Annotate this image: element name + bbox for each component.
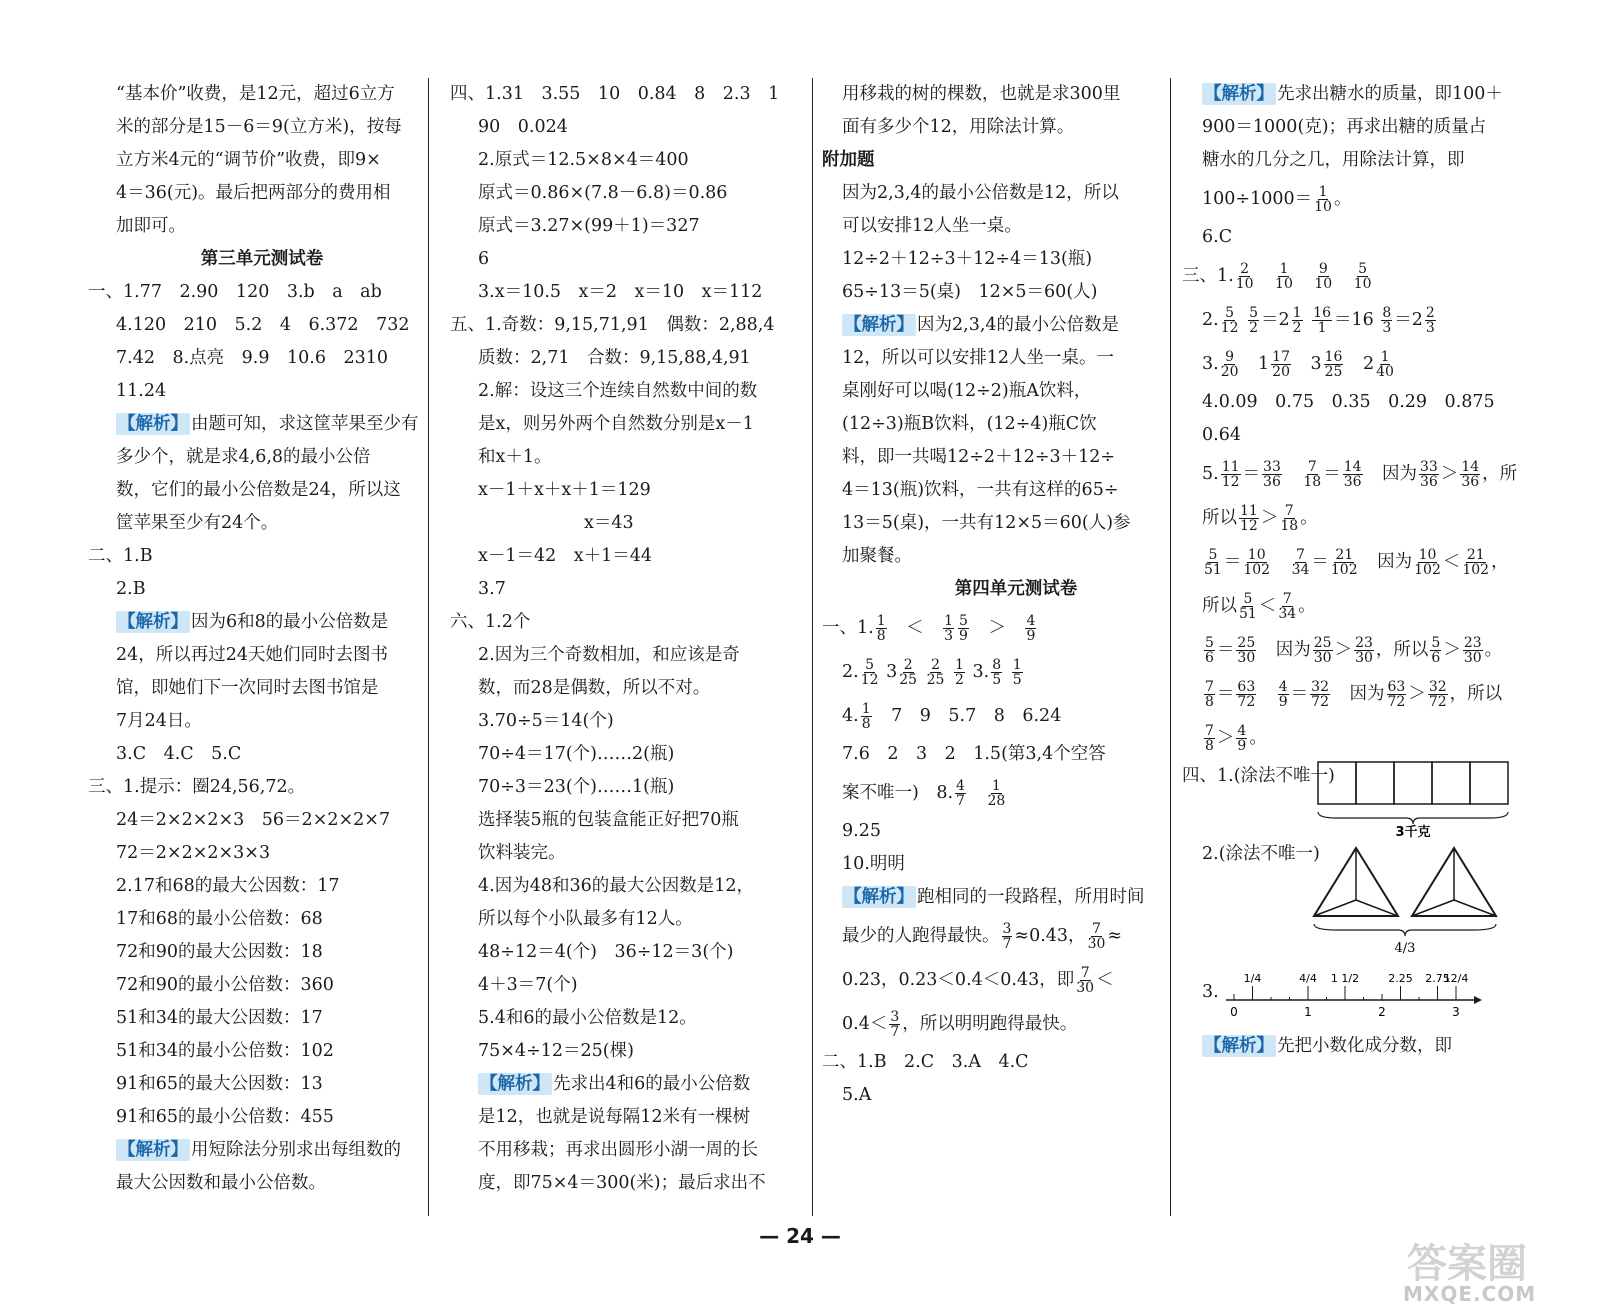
watermark-logo-icon: 答案圈	[1407, 1241, 1527, 1287]
triangle-line	[1412, 900, 1454, 916]
text-line: 原式＝0.86×(7.8－6.8)＝0.86	[478, 183, 728, 203]
five-boxes-diagram	[1316, 760, 1536, 838]
text-line: 70÷4＝17(个)……2(瓶)	[478, 744, 675, 764]
column-3	[822, 78, 1190, 1216]
fraction: $\frac{33}{36}$	[1263, 459, 1281, 490]
fraction: $\frac{1}{3}$	[944, 613, 954, 644]
analysis-tag: 【解析】	[480, 1074, 550, 1094]
mark-label: 4/4	[1299, 972, 1317, 985]
text-line: 72和90的最小公倍数：360	[116, 975, 334, 995]
fraction: $\frac{23}{30}$	[1463, 635, 1482, 666]
text-line: 100÷1000＝	[1202, 189, 1313, 209]
text-line: 一、1.77 2.90 120 3.b a ab	[88, 282, 382, 302]
text-line: 五、1.奇数：9,15,71,91 偶数：2,88,4	[450, 315, 775, 335]
mark-label: 1/4	[1243, 972, 1262, 985]
analysis-line	[1202, 1030, 1550, 1063]
fraction-line: 5. $\frac{11}{12}$ ＝ $\frac{33}{36}$ $\frac{7}{18}$ ＝ $\frac{14}{36}$ 因为 $\frac{33}{36}$ ＞ $\frac{14}{36}$ ，所	[1202, 459, 1518, 490]
text-line: 11.24	[116, 381, 167, 401]
text-line: 0.64	[1202, 425, 1241, 445]
text-line: 由题可知，求这筐苹果至少有	[191, 414, 419, 434]
text-line: 三、1.提示：圈24,56,72。	[88, 777, 306, 797]
analysis-tag: 【解析】	[118, 414, 188, 434]
text-line: 13＝5(桌)，一共有12×5＝60(人)参	[842, 513, 1131, 533]
fraction: $\frac{1}{28}$	[987, 778, 1006, 809]
fig2-label: 4/3	[1394, 941, 1416, 956]
text-line: 质数：2,71 合数：9,15,88,4,91	[478, 348, 751, 368]
column-divider-2	[812, 78, 813, 1216]
text-line: x－1＝42 x＋1＝44	[478, 546, 653, 566]
text-line: 所以每个小队最多有12人。	[478, 909, 693, 929]
fraction: $\frac{14}{36}$	[1343, 459, 1362, 490]
fraction-line: 所以 $\frac{5}{51}$ ＜ $\frac{7}{34}$ 。	[1202, 591, 1316, 622]
box	[1356, 762, 1394, 804]
analysis-tag: 【解析】	[118, 1140, 188, 1160]
figure-boxes	[1182, 760, 1550, 838]
section-heading: 第四单元测试卷	[954, 579, 1078, 599]
fraction: $\frac{10}{102}$	[1414, 547, 1441, 578]
fraction-line: 2. $\frac{5}{12}$ 3 $\frac{2}{25}$ $\frac{2}{25}$ $\frac{1}{2}$ 3. $\frac{8}{5}$ $\frac{1}{5}$	[842, 657, 1022, 688]
text-line: 5.4和6的最小公倍数是12。	[478, 1008, 697, 1028]
fraction-line: 0.23，0.23＜0.4＜0.43，即 $\frac{7}{30}$ ＜	[842, 965, 1114, 996]
fraction-line: $\frac{5}{51}$ ＝ $\frac{10}{102}$ $\frac{7}{34}$ ＝ $\frac{21}{102}$ 因为 $\frac{10}{102}$ ＜ $\frac{21}{102}$ ，	[1204, 547, 1509, 578]
text-line: 24，所以再过24天她们同时去图书	[116, 645, 389, 665]
triangle-line	[1314, 900, 1356, 916]
text-line: 4.0.09 0.75 0.35 0.29 0.875	[1202, 392, 1495, 412]
text-line: 和x＋1。	[478, 447, 552, 467]
column-4	[1182, 78, 1550, 1216]
fraction: $\frac{1}{8}$	[876, 613, 886, 644]
text-line: 0.23，0.23＜0.4＜0.43，即	[842, 970, 1075, 990]
text-line: 900＝1000(克)；再求出糖的质量占	[1202, 117, 1487, 137]
triangles-diagram	[1306, 838, 1506, 958]
text-line: 91和65的最大公因数：13	[116, 1074, 323, 1094]
fraction-line	[842, 771, 1190, 815]
fraction: $\frac{1}{5}$	[1012, 657, 1022, 688]
tick-label: 3	[1452, 1005, 1460, 1019]
fraction: $\frac{25}{30}$	[1313, 635, 1332, 666]
page-number-value: 24	[786, 1224, 814, 1248]
text-line: 四、1.(涂法不唯一)	[1182, 766, 1335, 786]
fraction-line: 2. $\frac{5}{12}$ $\frac{5}{2}$ ＝2 $\frac{1}{2}$ $\frac{16}{1}$ ＝16 $\frac{8}{3}$ ＝2 $\frac{2}{3}$	[1202, 305, 1435, 336]
figure-triangles	[1202, 838, 1550, 958]
fraction: $\frac{1}{40}$	[1376, 349, 1394, 380]
text-line: 5.A	[842, 1085, 872, 1105]
text-line: 4.	[842, 706, 859, 726]
fraction: $\frac{5}{12}$	[1220, 305, 1239, 336]
text-line: 12，所以可以安排12人坐一桌。一	[842, 348, 1115, 368]
text-line: 米的部分是15－6＝9(立方米)，按每	[116, 117, 402, 137]
fraction-line: 4. $\frac{1}{8}$ 7 9 5.7 8 6.24	[842, 701, 1062, 732]
text-line: 72＝2×2×2×3×3	[116, 843, 271, 863]
text-line: 72和90的最大公因数：18	[116, 942, 323, 962]
text-line: 4＝13(瓶)饮料，一共有这样的65÷	[842, 480, 1119, 500]
text-line: 原式＝3.27×(99＋1)＝327	[478, 216, 700, 236]
fraction: $\frac{4}{9}$	[1026, 613, 1036, 644]
text-line: 51和34的最大公因数：17	[116, 1008, 323, 1028]
text-line: 最少的人跑得最快。	[842, 926, 1000, 946]
text-line: 先求出糖水的质量，即100＋	[1277, 84, 1503, 104]
fraction: $\frac{32}{72}$	[1428, 679, 1447, 710]
section-heading: 第三单元测试卷	[200, 249, 324, 269]
fraction: $\frac{5}{10}$	[1353, 261, 1372, 292]
fraction: $\frac{63}{72}$	[1237, 679, 1256, 710]
fraction-line: 最少的人跑得最快。 $\frac{3}{7}$ ≈0.43， $\frac{7}{30}$ ≈	[842, 921, 1123, 952]
fraction: $\frac{4}{9}$	[1278, 679, 1288, 710]
text-line: 一、1.	[822, 618, 874, 638]
text-line: 筐苹果至少有24个。	[116, 513, 279, 533]
fraction-line: 3. $\frac{9}{20}$ 1 $\frac{17}{20}$ 3 $\frac{16}{25}$ 2 $\frac{1}{40}$	[1202, 349, 1394, 380]
fraction: $\frac{1}{2}$	[1292, 305, 1302, 336]
text-line: 选择装5瓶的包装盒能正好把70瓶	[478, 810, 739, 830]
analysis-line	[88, 606, 436, 639]
text-line: 数，它们的最小公倍数是24，所以这	[116, 480, 401, 500]
analysis-line	[88, 1134, 436, 1167]
text-line: 17和68的最小公倍数：68	[116, 909, 323, 929]
fraction-line: $\frac{5}{6}$ ＝ $\frac{25}{30}$ 因为 $\frac{25}{30}$ ＞ $\frac{23}{30}$ ，所以 $\frac{5}{6}$ ＞ $\frac{23}{30}$ 。	[1205, 635, 1503, 666]
fraction: $\frac{1}{10}$	[1275, 261, 1293, 292]
fraction-line: $\frac{7}{8}$ ＞ $\frac{4}{9}$ 。	[1205, 723, 1267, 754]
text-line: 是x，则另外两个自然数分别是x－1	[478, 414, 754, 434]
text-line: 因为2,3,4的最小公倍数是	[917, 315, 1120, 335]
text-line: 24＝2×2×2×3 56＝2×2×2×7	[116, 810, 391, 830]
text-line: 馆，即她们下一次同时去图书馆是	[116, 678, 379, 698]
text-line: 2.解：设这三个连续自然数中间的数	[478, 381, 758, 401]
text-line: 5.	[1202, 464, 1219, 484]
text-line: 立方米4元的“调节价”收费，即9×	[116, 150, 381, 170]
text-line: 因为2,3,4的最小公倍数是12，所以	[842, 183, 1119, 203]
analysis-tag: 【解析】	[1204, 84, 1274, 104]
fraction: $\frac{5}{2}$	[1249, 305, 1259, 336]
text-line: 6.C	[1202, 227, 1233, 247]
text-line: 二、1.B 2.C 3.A 4.C	[822, 1052, 1029, 1072]
text-line: 4.因为48和36的最大公因数是12，	[478, 876, 755, 896]
fraction: $\frac{14}{36}$	[1461, 459, 1480, 490]
text-line: 3.	[1202, 982, 1219, 1002]
analysis-line	[88, 408, 436, 441]
fraction: $\frac{2}{25}$	[926, 657, 945, 688]
tick-label: 2	[1378, 1005, 1386, 1019]
text-line: 4＝36(元)。最后把两部分的费用相	[116, 183, 391, 203]
text-line: 是12，也就是说每隔12米有一棵树	[478, 1107, 751, 1127]
box	[1394, 762, 1432, 804]
text-line: 用短除法分别求出每组数的	[191, 1140, 401, 1160]
fraction: $\frac{21}{102}$	[1462, 547, 1490, 578]
box	[1470, 762, 1508, 804]
text-line: 数，而28是偶数，所以不对。	[478, 678, 711, 698]
analysis-tag: 【解析】	[844, 887, 914, 907]
text-line: 90 0.024	[478, 117, 568, 137]
fraction: $\frac{7}{30}$	[1087, 921, 1106, 952]
fraction: $\frac{5}{12}$	[860, 657, 879, 688]
box	[1432, 762, 1470, 804]
text-line: 51和34的最小公倍数：102	[116, 1041, 334, 1061]
mark-label: 12/4	[1443, 972, 1469, 985]
text-line: 加即可。	[116, 216, 186, 236]
fraction: $\frac{4}{7}$	[956, 778, 965, 809]
text-line: 三、1.	[1182, 266, 1234, 286]
text-line: 2.17和68的最大公因数：17	[116, 876, 340, 896]
text-line: 7月24日。	[116, 711, 202, 731]
fraction: $\frac{7}{18}$	[1303, 459, 1322, 490]
fraction: $\frac{1}{2}$	[955, 657, 964, 688]
triangle-line	[1356, 900, 1398, 916]
mark-label: 1 1/2	[1330, 972, 1360, 985]
text-line: 12÷2＋12÷3＋12÷4＝13(瓶)	[842, 249, 1093, 269]
mark-label: 2.75	[1425, 972, 1450, 985]
text-line: 3.x＝10.5 x＝2 x＝10 x＝112	[478, 282, 763, 302]
fraction-line: 100÷1000＝ $\frac{1}{10}$ 。	[1202, 184, 1352, 215]
fraction: $\frac{10}{102}$	[1243, 547, 1271, 578]
analysis-tag: 【解析】	[1204, 1036, 1274, 1056]
watermark	[1395, 1232, 1590, 1310]
text-line: x－1＋x＋x＋1＝129	[478, 480, 651, 500]
fraction: $\frac{63}{72}$	[1387, 679, 1406, 710]
fraction: $\frac{7}{18}$	[1280, 503, 1299, 534]
fraction: $\frac{2}{3}$	[1425, 305, 1435, 336]
analysis-line	[842, 309, 1190, 342]
fraction-line: 一、1. $\frac{1}{8}$ ＜ $\frac{1}{3}$ $\frac{5}{9}$ ＞ $\frac{4}{9}$	[822, 613, 1036, 644]
fraction: $\frac{5}{51}$	[1204, 547, 1222, 578]
fraction: $\frac{33}{36}$	[1420, 459, 1438, 490]
fraction: $\frac{11}{12}$	[1240, 503, 1258, 534]
text-line: 9.25	[842, 821, 881, 841]
text-line: “基本价”收费，是12元，超过6立方	[116, 84, 395, 104]
fraction-line: 0.4＜ $\frac{3}{7}$ ，所以明明跑得最快。	[842, 1009, 1078, 1040]
text-line: 3.C 4.C 5.C	[116, 744, 242, 764]
fraction: $\frac{5}{6}$	[1205, 635, 1214, 666]
fraction: $\frac{3}{7}$	[1002, 921, 1012, 952]
text-line: 加聚餐。	[842, 546, 912, 566]
fraction: $\frac{5}{51}$	[1239, 591, 1257, 622]
fraction: $\frac{9}{20}$	[1220, 349, 1239, 380]
fraction: $\frac{16}{25}$	[1324, 349, 1343, 380]
fraction: $\frac{16}{1}$	[1313, 305, 1331, 336]
text-line: 2.因为三个奇数相加，和应该是奇	[478, 645, 740, 665]
fraction: $\frac{11}{12}$	[1221, 459, 1240, 490]
text-line: 可以安排12人坐一桌。	[842, 216, 1022, 236]
text-line: 2.	[842, 662, 859, 682]
section-heading: 附加题	[822, 150, 875, 170]
text-line: 六、1.2个	[450, 612, 531, 632]
text-line: 2.B	[116, 579, 146, 599]
fraction: $\frac{3}{7}$	[890, 1009, 900, 1040]
brace	[1314, 924, 1496, 936]
text-line: 面有多少个12，用除法计算。	[842, 117, 1075, 137]
text-line: 不用移栽；再求出圆形小湖一周的长	[478, 1140, 758, 1160]
column-1	[88, 78, 436, 1216]
page-number: — 24 —	[759, 1224, 841, 1248]
text-line: 度，即75×4＝300(米)；最后求出不	[478, 1173, 766, 1193]
analysis-line	[1202, 78, 1550, 111]
analysis-line	[450, 1068, 798, 1101]
fraction: $\frac{7}{34}$	[1291, 547, 1310, 578]
text-line: 桌刚好可以喝(12÷2)瓶A饮料，	[842, 381, 1092, 401]
axis-arrow	[1474, 996, 1482, 1004]
fraction: $\frac{32}{72}$	[1311, 679, 1329, 710]
watermark-text: MXQE.COM	[1403, 1282, 1537, 1306]
fraction: $\frac{1}{8}$	[861, 701, 871, 732]
text-line: 4＋3＝7(个)	[478, 975, 578, 995]
text-line: 6	[478, 249, 490, 269]
text-line: 75×4÷12＝25(棵)	[478, 1041, 634, 1061]
fraction: $\frac{17}{20}$	[1272, 349, 1290, 380]
text-line: (12÷3)瓶B饮料，(12÷4)瓶C饮	[842, 414, 1097, 434]
text-line: 2.	[1202, 310, 1219, 330]
text-line: 91和65的最小公倍数：455	[116, 1107, 334, 1127]
fraction: $\frac{21}{102}$	[1330, 547, 1358, 578]
text-line: 所以	[1202, 508, 1237, 528]
analysis-tag: 【解析】	[844, 315, 914, 335]
text-line: 2.(涂法不唯一)	[1202, 844, 1320, 864]
text-line: 先把小数化成分数，即	[1277, 1036, 1452, 1056]
text-line: 4.120 210 5.2 4 6.372 732	[116, 315, 410, 335]
analysis-tag: 【解析】	[118, 612, 188, 632]
text-line: 7.42 8.点亮 9.9 10.6 2310	[116, 348, 388, 368]
text-line: 所以	[1202, 596, 1237, 616]
text-line: 0.4＜	[842, 1014, 888, 1034]
text-line: 2.原式＝12.5×8×4＝400	[478, 150, 689, 170]
text-line: x＝43	[584, 513, 634, 533]
analysis-line	[842, 881, 1190, 914]
fraction: $\frac{4}{9}$	[1237, 723, 1247, 754]
fig1-label: 3千克	[1395, 825, 1431, 838]
text-line: 饮料装完。	[478, 843, 566, 863]
text-line: 四、1.31 3.55 10 0.84 8 2.3 1	[450, 84, 780, 104]
text-line: 3.7	[478, 579, 506, 599]
text-line: 65÷13＝5(桌) 12×5＝60(人)	[842, 282, 1098, 302]
text-line: 跑相同的一段路程，所用时间	[917, 887, 1145, 907]
figure-numberline	[1202, 958, 1550, 1028]
text-line: 7.6 2 3 2 1.5(第3,4个空答	[842, 744, 1106, 764]
text-line: 糖水的几分之几，用除法计算，即	[1202, 150, 1465, 170]
fraction-line	[1182, 254, 1550, 298]
fraction: $\frac{7}{34}$	[1278, 591, 1297, 622]
text-line: 案不唯一) 8.	[842, 783, 954, 803]
column-2	[450, 78, 798, 1216]
brace	[1318, 812, 1508, 824]
fraction: $\frac{8}{3}$	[1382, 305, 1392, 336]
text-line: 料，即一共喝12÷2＋12÷3＋12÷	[842, 447, 1116, 467]
text-line: 二、1.B	[88, 546, 153, 566]
fraction: $\frac{8}{5}$	[992, 657, 1002, 688]
fraction-line: 所以 $\frac{11}{12}$ ＞ $\frac{7}{18}$ 。	[1202, 503, 1318, 534]
fraction: $\frac{7}{8}$	[1205, 723, 1214, 754]
fraction: $\frac{2}{25}$	[899, 657, 918, 688]
fraction: $\frac{7}{8}$	[1205, 679, 1214, 710]
tick-label: 0	[1230, 1005, 1238, 1019]
mark-label: 2.25	[1388, 972, 1413, 985]
fraction: $\frac{1}{10}$	[1314, 184, 1332, 215]
fraction: $\frac{2}{10}$	[1235, 261, 1254, 292]
text-line: 多少个，就是求4,6,8的最小公倍	[116, 447, 371, 467]
text-line: 70÷3＝23(个)……1(瓶)	[478, 777, 675, 797]
fraction: $\frac{5}{9}$	[959, 613, 968, 644]
number-line	[1202, 958, 1482, 1028]
tick-label: 1	[1304, 1005, 1312, 1019]
fraction-line: $\frac{7}{8}$ ＝ $\frac{63}{72}$ $\frac{4}{9}$ ＝ $\frac{32}{72}$ 因为 $\frac{63}{72}$ ＞ $\frac{32}{72}$ ，所以	[1205, 679, 1503, 710]
triangle-line	[1454, 900, 1496, 916]
fraction: $\frac{23}{30}$	[1355, 635, 1373, 666]
fraction: $\frac{5}{6}$	[1431, 635, 1441, 666]
text-line: 用移栽的树的棵数，也就是求300里	[842, 84, 1121, 104]
text-line: 3.70÷5＝14(个)	[478, 711, 614, 731]
fraction: $\frac{7}{30}$	[1076, 965, 1095, 996]
text-line: 48÷12＝4(个) 36÷12＝3(个)	[478, 942, 734, 962]
fraction: $\frac{9}{10}$	[1314, 261, 1333, 292]
text-line: 10.明明	[842, 854, 905, 874]
text-line: 3.	[1202, 354, 1219, 374]
fraction: $\frac{25}{30}$	[1237, 635, 1256, 666]
text-line: 因为6和8的最小公倍数是	[191, 612, 389, 632]
text-line: 最大公因数和最小公倍数。	[116, 1173, 326, 1193]
box	[1318, 762, 1356, 804]
text-line: 先求出4和6的最小公倍数	[553, 1074, 751, 1094]
